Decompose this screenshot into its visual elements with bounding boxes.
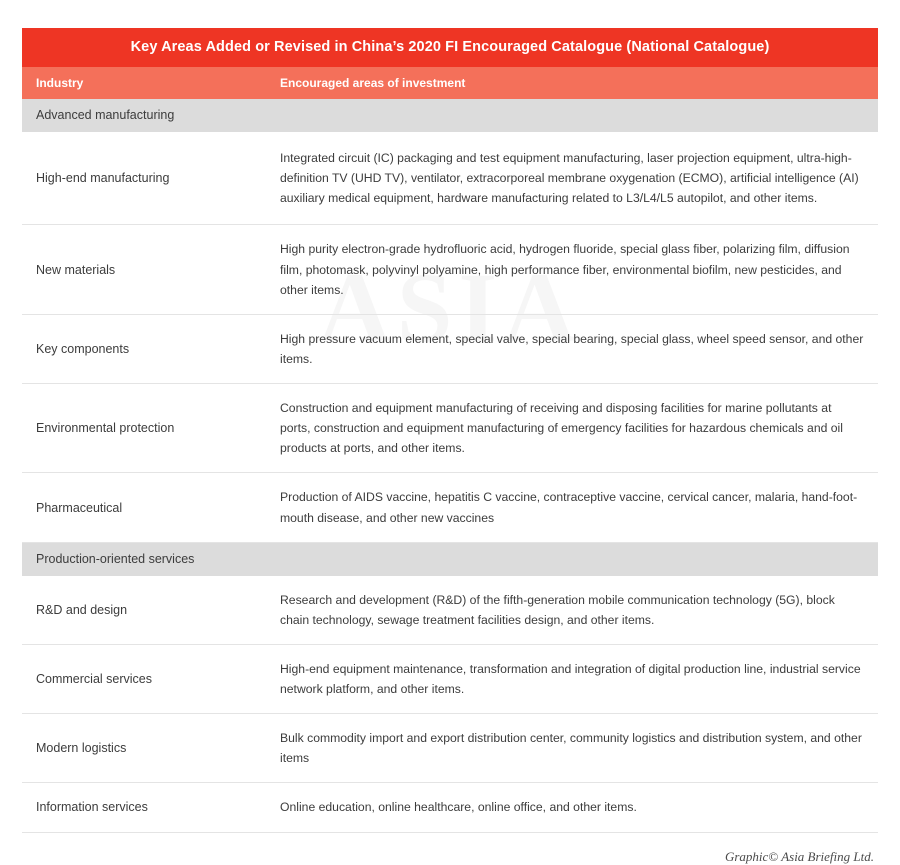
section-header-production-oriented-services: Production-oriented services xyxy=(22,543,878,576)
table-header-row xyxy=(22,67,878,99)
row-industry: Modern logistics xyxy=(36,741,127,756)
column-header-areas: Encouraged areas of investment xyxy=(280,76,466,90)
row-areas: Construction and equipment manufacturing of receiving and disposing facilities for marine pollutants at ports, construction and equipment manufacturing of emergency facilities for hazardous chemicals and oil products at ports, and other items. xyxy=(280,401,843,456)
row-industry: High-end manufacturing xyxy=(36,171,170,186)
row-areas: Integrated circuit (IC) packaging and test equipment manufacturing, laser projection equipment, ultra-high-definition TV (UHD TV), ventilator, extracorporeal membrane oxygenation (ECMO), artificial intelligence (AI) auxiliary medical equipment, hardware manufacturing related to L3/L4/L5 autopilot, and other items. xyxy=(280,151,859,206)
row-areas: Research and development (R&D) of the fifth-generation mobile communication technology (5G), block chain technology, sewage treatment facilities design, and other items. xyxy=(280,592,835,627)
table-row xyxy=(22,132,878,225)
graphic-credit: Graphic© Asia Briefing Ltd. xyxy=(724,848,874,864)
row-industry: Pharmaceutical xyxy=(36,500,123,515)
row-industry: R&D and design xyxy=(36,602,128,617)
table-row xyxy=(22,473,878,542)
row-industry: Commercial services xyxy=(36,672,152,686)
section-header-advanced-manufacturing: Advanced manufacturing xyxy=(22,99,878,132)
row-areas: High purity electron-grade hydrofluoric acid, hydrogen fluoride, special glass fiber, polarizing film, diffusion film, photomask, polyvinyl polyamine, high performance fiber, environmental biofilm, new pesticides, and other items. xyxy=(280,242,850,297)
row-areas: High-end equipment maintenance, transformation and integration of digital production line, industrial service network platform, and other items. xyxy=(280,661,861,696)
column-header-industry: Industry xyxy=(36,76,84,90)
row-areas: Online education, online healthcare, online office, and other items. xyxy=(280,800,637,815)
row-areas: Production of AIDS vaccine, hepatitis C vaccine, contraceptive vaccine, cervical cancer, malaria, hand-foot-mouth disease, and other new vaccines xyxy=(280,490,858,525)
table-row xyxy=(22,384,878,473)
table-row xyxy=(22,714,878,783)
table-title: Key Areas Added or Revised in China’s 2020 FI Encouraged Catalogue (National Catalogue) xyxy=(22,28,878,67)
row-industry: Environmental protection xyxy=(36,421,175,436)
table-row xyxy=(22,783,878,832)
row-areas: Bulk commodity import and export distribution center, community logistics and distribution system, and other items xyxy=(280,731,862,766)
row-industry: Key components xyxy=(36,341,130,356)
row-areas: High pressure vacuum element, special valve, special bearing, special glass, wheel speed sensor, and other items. xyxy=(280,331,864,366)
row-industry: Information services xyxy=(36,800,148,815)
table-row xyxy=(22,645,878,714)
row-industry: New materials xyxy=(36,262,116,277)
table-row xyxy=(22,225,878,314)
table-row xyxy=(22,576,878,645)
table-row xyxy=(22,315,878,384)
catalogue-table xyxy=(22,28,878,865)
